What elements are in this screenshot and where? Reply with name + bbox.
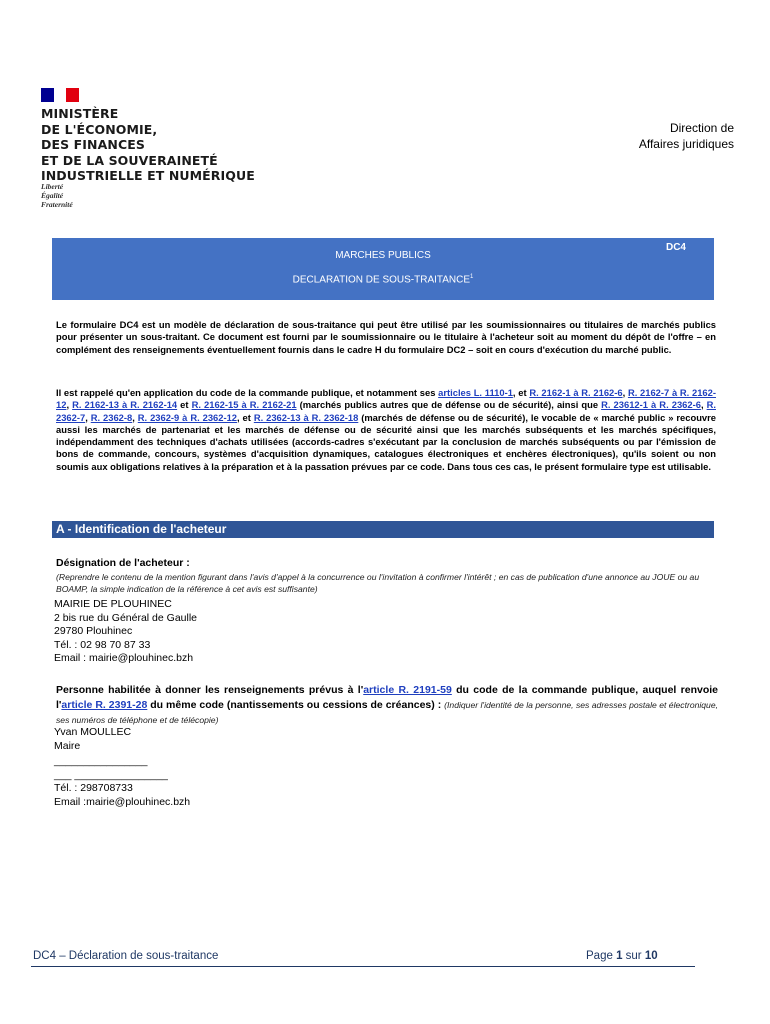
link-r2362-9[interactable]: R. 2362-9 à R. 2362-12	[137, 411, 238, 423]
link-r2162-15[interactable]: R. 2162-15 à R. 2162-21	[191, 399, 297, 411]
form-title-banner	[52, 238, 714, 300]
link-r23612-1[interactable]: R. 23612-1 à R. 2362-6	[601, 399, 701, 411]
link-article-l1110-1[interactable]: articles L. 1110-1	[438, 387, 513, 398]
republic-motto: Liberté Égalité Fraternité	[41, 182, 73, 209]
authorized-person-details: Yvan MOULLEC Maire ________________ ___ ________________ Tél. : 298708733 Email :mairie@plouhinec.bzh	[54, 726, 191, 808]
footnote-ref[interactable]: 1	[470, 274, 474, 280]
link-r2362-13[interactable]: R. 2362-13 à R. 2362-18	[253, 411, 359, 423]
link-r2162-7[interactable]: R. 2162-7 à R. 2162-12	[56, 387, 716, 411]
ministry-logo-text: MINISTÈRE DE L'ÉCONOMIE, DES FINANCES ET DE LA SOUVERAINETÉ INDUSTRIELLE ET NUMÉRIQUE	[41, 106, 255, 183]
republic-flag-icon	[41, 88, 79, 102]
buyer-details: MAIRIE DE PLOUHINEC 2 bis rue du Général de Gaulle 29780 Plouhinec Tél. : 02 98 70 87 33 Email : mairie@plouhinec.bzh	[54, 598, 198, 664]
intro-paragraph-1: Le formulaire DC4 est un modèle de déclaration de sous-traitance qui peut être utilisé par les soumissionnaires ou titulaires de marchés publics pour présenter un sous-traitant. Ce document est fourni par le soumissionnaire ou le titulaire à l'acheteur soit au moment du dépôt de l'offre – en complément des renseignements éventuellement fournis dans le cadre H du formulaire DC2 – soit en cours d'exécution du marché public.	[56, 319, 716, 355]
banner-title: MARCHES PUBLICS	[335, 250, 431, 261]
authorized-person-hint: (Indiquer l'identité de la personne, ses adresses postale et électronique, ses numéros de téléphone et de télécopie)	[56, 700, 719, 725]
page-number: Page 1 sur 10	[586, 950, 658, 962]
page-footer	[31, 950, 695, 967]
authorized-person-paragraph: Personne habilitée à donner les renseignements prévus à l'article R. 2191-59 du code de la commande publique, auquel renvoie l'article R. 2391-28 du même code (nantissements ou cessions de créances) : (Indiquer l'identité de la personne, ses adresses postale et électronique, ses numéros de téléphone et de télécopie)	[56, 684, 719, 725]
direction-label: Direction de Affaires juridiques	[638, 121, 734, 151]
link-r2362-7[interactable]: R. 2362-7	[56, 399, 716, 423]
link-r2362-8[interactable]: R. 2362-8	[90, 411, 133, 423]
buyer-designation-label: Désignation de l'acheteur :	[56, 557, 190, 569]
banner-subtitle: DECLARATION DE SOUS-TRAITANCE$^1$	[292, 274, 474, 286]
link-r2162-13[interactable]: R. 2162-13 à R. 2162-14	[72, 399, 178, 411]
buyer-designation-hint: (Reprendre le contenu de la mention figurant dans l'avis d'appel à la concurrence ou l'invitation à confirmer l'intérêt ; en cas de publication d'une annonce au JOUE ou au BOAMP, la simple indication de la référence à cet avis est suffisante)	[56, 572, 700, 594]
form-code: DC4	[665, 242, 686, 253]
section-a-header: A - Identification de l'acheteur	[52, 521, 714, 538]
footer-document-title: DC4 – Déclaration de sous-traitance	[33, 950, 219, 962]
link-r2162-1[interactable]: R. 2162-1 à R. 2162-6	[529, 387, 623, 398]
link-r2391-28[interactable]: article R. 2391-28	[61, 699, 148, 711]
intro-paragraph-2: Il est rappelé qu'en application du code de la commande publique, et notamment ses articles L. 1110-1, et R. 2162-1 à R. 2162-6, R. 2162-7 à R. 2162-12, R. 2162-13 à R. 2162-14 et R. 2162-15 à R. 2162-21 (marchés publics autres que de défense ou de sécurité), ainsi que R. 23612-1 à R. 2362-6, R. 2362-7, R. 2362-8, R. 2362-9 à R. 2362-12, et R. 2362-13 à R. 2362-18 (marchés de défense ou de sécurité), le vocable de « marché public » recouvre aussi les marchés de partenariat et les marchés de défense ou de sécurité ainsi que les marchés subséquents et les marchés spécifiques, indépendamment des techniques d'achats utilisées (accords-cadres s'exécutant par la conclusion de marchés subséquents ou par l'émission de bons de commande, concours, systèmes d'acquisition dynamiques, catalogues électroniques et enchères électroniques), qu'ils soient ou non soumis aux obligations relatives à la préparation et à la passation prévues par ce code. Dans tous ces cas, le présent formulaire type est utilisable.	[56, 387, 717, 472]
link-r2191-59[interactable]: article R. 2191-59	[363, 684, 452, 696]
